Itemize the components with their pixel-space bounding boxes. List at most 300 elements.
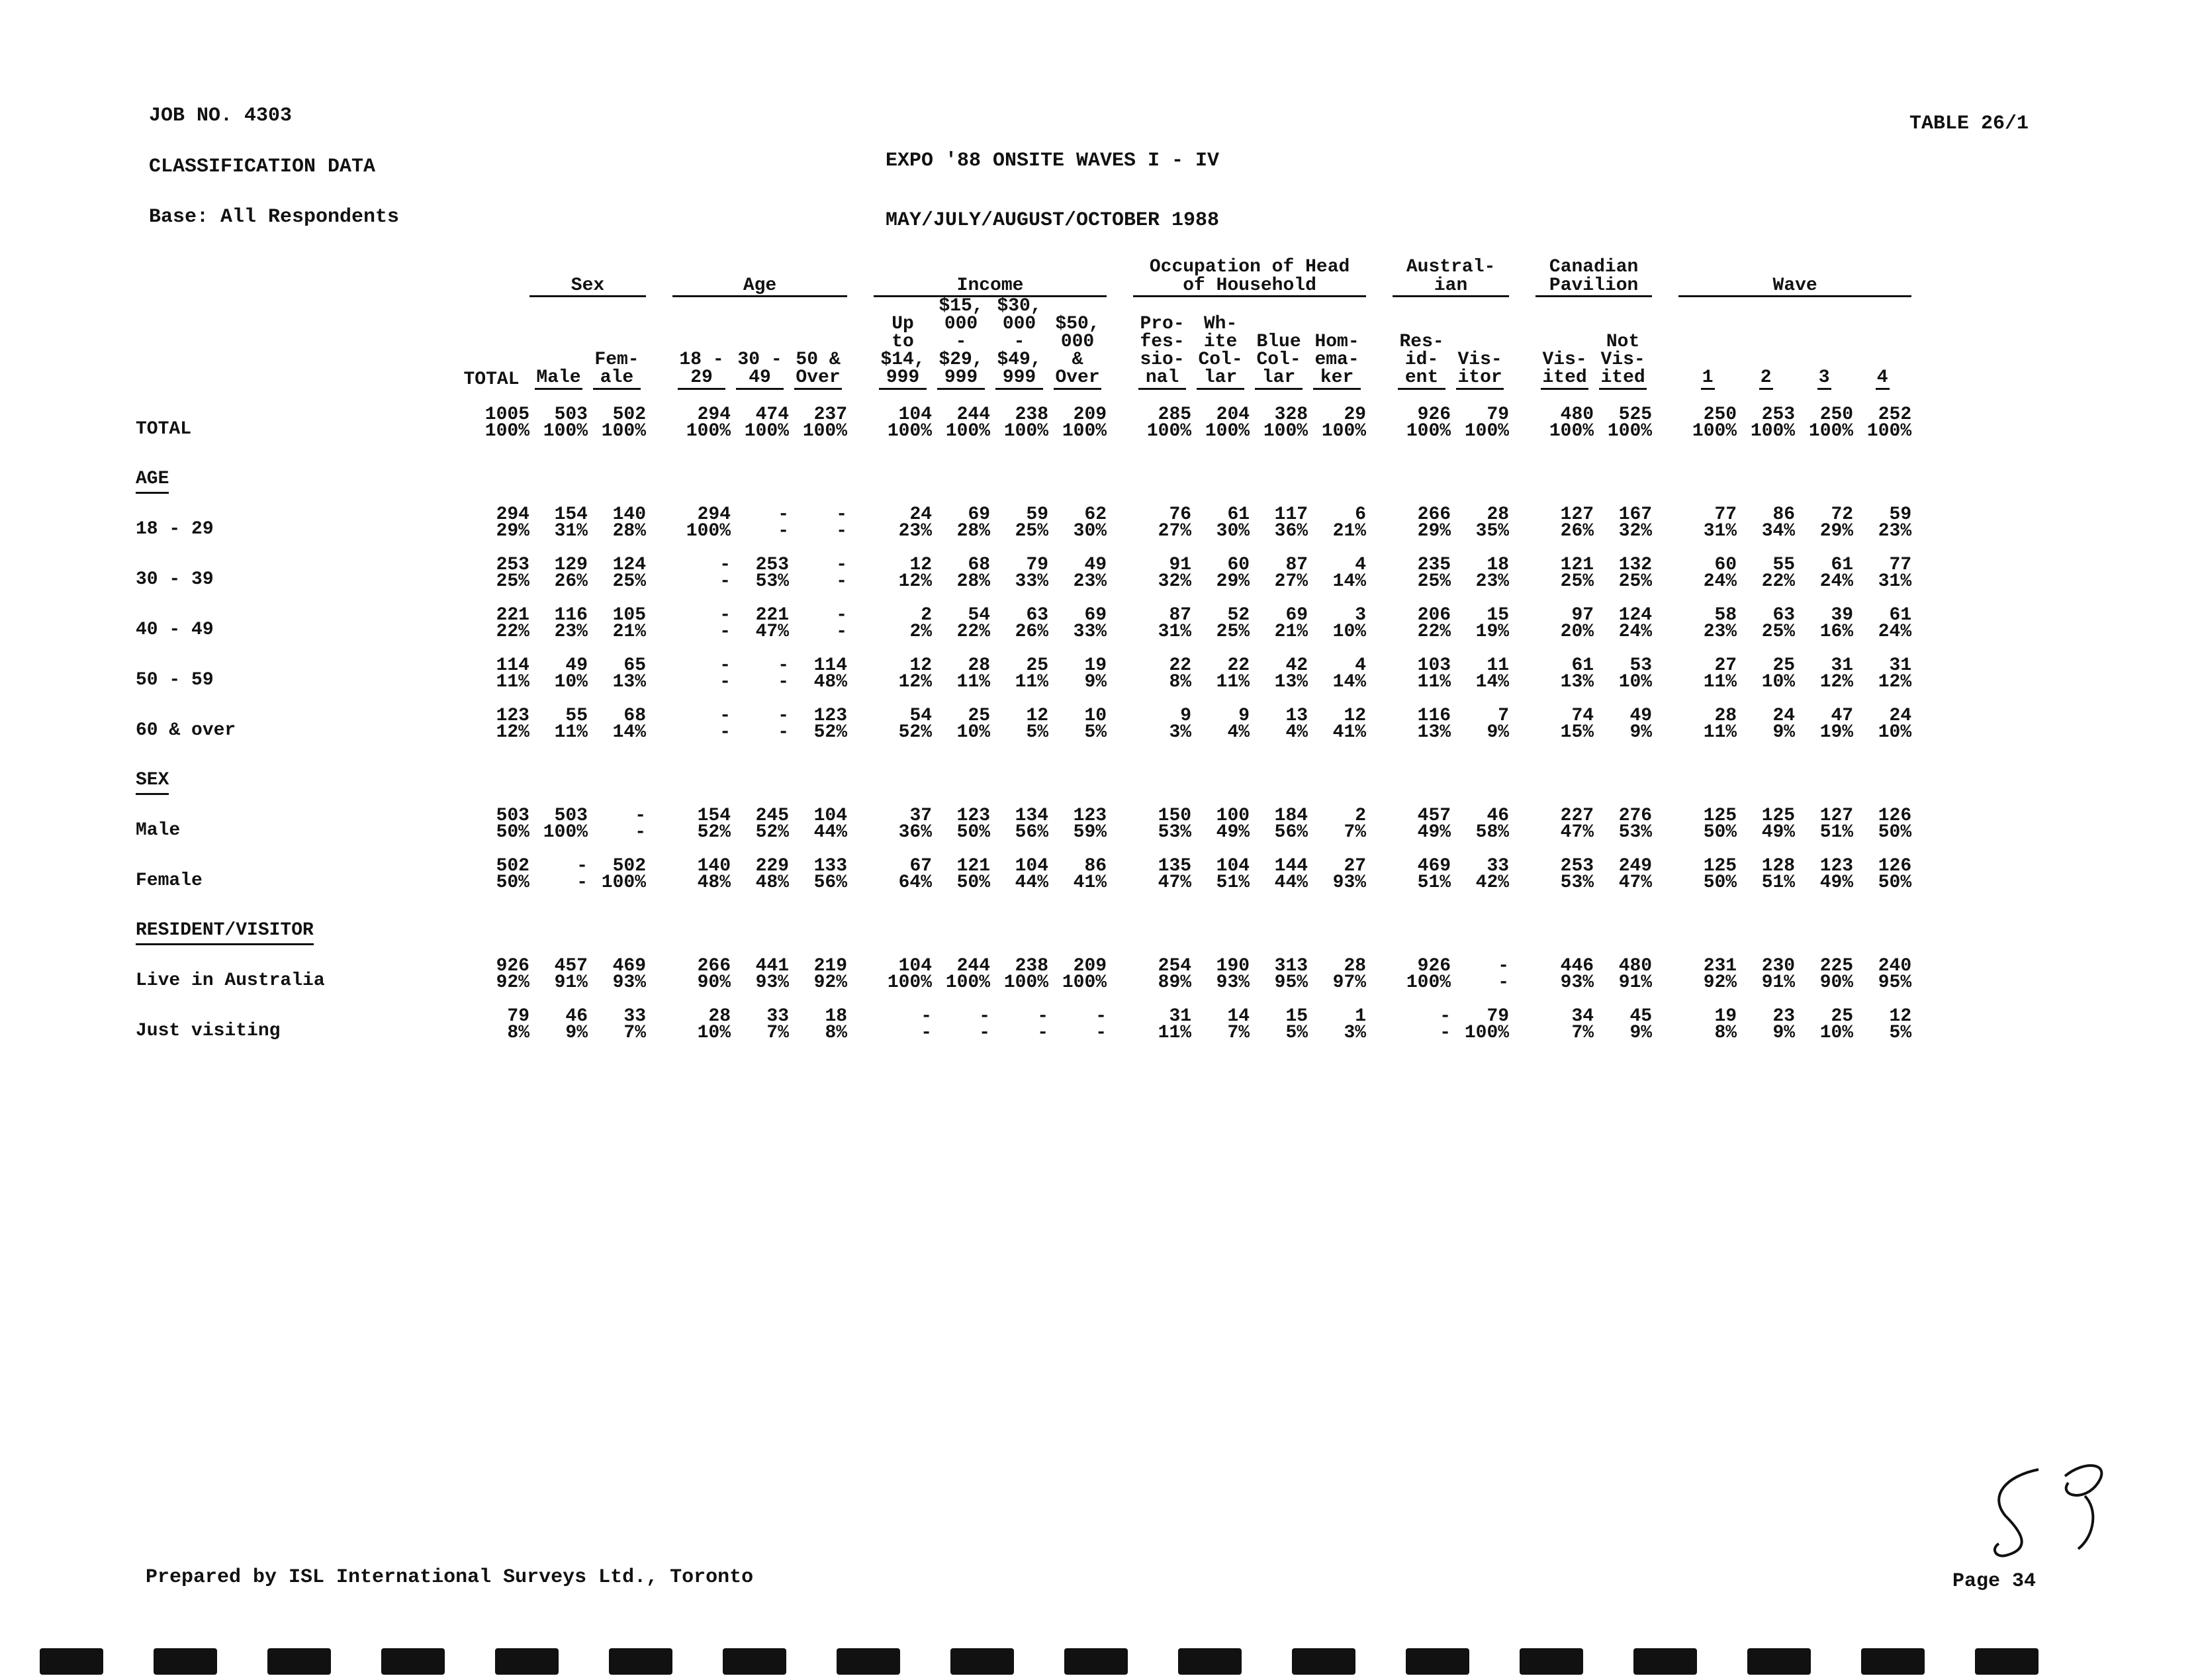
data-cell — [529, 991, 588, 1041]
cell-percent: 47% — [1618, 872, 1653, 893]
cell-percent: 51% — [1819, 822, 1854, 843]
column-header-label: Vis- itor — [1456, 351, 1503, 390]
data-cell — [1393, 690, 1451, 741]
data-cell — [1308, 941, 1366, 991]
cell-count: 15 — [1487, 605, 1510, 626]
cell-percent: 100% — [1549, 421, 1594, 442]
data-cell — [1191, 790, 1250, 841]
cell-count: 100 — [1216, 806, 1250, 826]
data-cell — [453, 841, 529, 891]
cell-count: 127 — [1560, 504, 1594, 525]
cell-count: 24 — [1772, 706, 1796, 726]
cell-count: 77 — [1714, 504, 1737, 525]
group-gap — [1366, 590, 1393, 640]
data-cell — [789, 390, 847, 440]
data-cell — [874, 640, 932, 690]
cell-percent: 53% — [1618, 822, 1653, 843]
cell-percent: 91% — [1618, 972, 1653, 993]
data-cell — [990, 489, 1048, 539]
group-gap — [646, 841, 672, 891]
column-header — [990, 297, 1048, 391]
report-title — [814, 111, 1291, 270]
column-header — [1393, 297, 1451, 391]
data-cell — [1250, 640, 1308, 690]
cell-percent: 31% — [554, 521, 588, 541]
cell-percent: 5% — [1889, 1023, 1912, 1043]
cell-count: 123 — [1819, 856, 1854, 876]
cell-percent: 26% — [1560, 521, 1594, 541]
cell-percent: 32% — [1158, 571, 1192, 592]
cell-count: 28 — [968, 655, 991, 676]
cell-count: 245 — [755, 806, 790, 826]
cell-percent: 56% — [1274, 822, 1308, 843]
group-header-label: Income — [956, 275, 1024, 296]
cell-percent: 100% — [1406, 972, 1451, 993]
punch-block — [723, 1648, 786, 1675]
cell-count: 133 — [813, 856, 848, 876]
punch-block — [609, 1648, 672, 1675]
cell-percent: 100% — [1406, 421, 1451, 442]
data-cell — [1594, 991, 1652, 1041]
cell-percent: 92% — [813, 972, 848, 993]
cell-percent: 50% — [956, 822, 991, 843]
data-cell — [588, 390, 646, 440]
cell-count: 19 — [1714, 1006, 1737, 1027]
cell-percent: 22% — [1761, 571, 1796, 592]
cell-percent: 100% — [1003, 972, 1049, 993]
section-row — [136, 390, 1911, 440]
cell-percent: 48% — [813, 672, 848, 692]
cell-count: 116 — [1417, 706, 1451, 726]
column-header-label: 3 — [1817, 369, 1831, 390]
group-gap — [1509, 489, 1535, 539]
group-gap — [1107, 690, 1133, 741]
data-cell — [789, 690, 847, 741]
data-cell — [1853, 991, 1911, 1041]
row-label: 40 - 49 — [136, 620, 214, 640]
cell-count: 1 — [1355, 1006, 1367, 1027]
data-cell — [990, 590, 1048, 640]
cell-percent: - — [719, 722, 731, 743]
cell-count: 104 — [1216, 856, 1250, 876]
data-cell — [1853, 941, 1911, 991]
cell-percent: 89% — [1158, 972, 1192, 993]
group-gap — [1366, 390, 1393, 440]
cell-percent: 10% — [1878, 722, 1912, 743]
total-column-header — [453, 297, 529, 391]
group-gap — [847, 841, 874, 891]
data-cell — [1535, 790, 1594, 841]
column-header-label: 2 — [1759, 369, 1773, 390]
punch-block — [1064, 1648, 1128, 1675]
section-title: CLASSIFICATION DATA — [149, 156, 376, 178]
cell-count: 79 — [1026, 555, 1049, 575]
group-gap — [646, 941, 672, 991]
cell-percent: 53% — [1560, 872, 1594, 893]
cell-percent: 58% — [1475, 822, 1510, 843]
data-cell — [1133, 489, 1191, 539]
data-cell — [1048, 941, 1107, 991]
group-gap — [1652, 690, 1678, 741]
cell-percent: 100% — [1866, 421, 1912, 442]
cell-count: 123 — [813, 706, 848, 726]
data-cell — [1308, 790, 1366, 841]
cell-percent: 4% — [1285, 722, 1308, 743]
group-gap — [1107, 790, 1133, 841]
group-header — [529, 258, 646, 297]
cell-percent: 52% — [813, 722, 848, 743]
group-gap — [1509, 297, 1535, 391]
cell-percent: 27% — [1274, 571, 1308, 592]
data-cell — [1853, 489, 1911, 539]
data-cell — [1737, 841, 1795, 891]
cell-count: 469 — [1417, 856, 1451, 876]
cell-count: 59 — [1889, 504, 1912, 525]
cell-percent: 23% — [1878, 521, 1912, 541]
stub-header — [136, 297, 453, 391]
table-row — [136, 790, 1911, 841]
column-header-label: 4 — [1876, 369, 1890, 390]
data-cell — [1737, 489, 1795, 539]
cell-count: 76 — [1169, 504, 1192, 525]
data-cell — [874, 790, 932, 841]
group-gap — [1366, 258, 1393, 297]
cell-count: 79 — [1487, 404, 1510, 425]
cell-count: - — [719, 555, 731, 575]
cell-count: 276 — [1618, 806, 1653, 826]
cell-percent: 27% — [1158, 521, 1192, 541]
cell-count: 42 — [1285, 655, 1308, 676]
data-cell — [1594, 790, 1652, 841]
cell-percent: 29% — [1819, 521, 1854, 541]
data-cell — [932, 841, 990, 891]
cell-percent: 49% — [1216, 822, 1250, 843]
cell-percent: - — [719, 571, 731, 592]
table-row — [136, 941, 1911, 991]
cell-percent: 56% — [1015, 822, 1049, 843]
cell-count: 33 — [766, 1006, 790, 1027]
cell-count: 926 — [496, 956, 529, 976]
cell-percent: 92% — [1703, 972, 1737, 993]
data-cell — [1451, 991, 1509, 1041]
data-cell — [1535, 640, 1594, 690]
cell-count: 114 — [496, 655, 529, 676]
cell-count: 4 — [1355, 555, 1367, 575]
cell-percent: 11% — [1158, 1023, 1192, 1043]
cell-count: 126 — [1878, 806, 1912, 826]
data-cell — [932, 790, 990, 841]
cell-percent: 52% — [697, 822, 731, 843]
group-gap — [847, 991, 874, 1041]
data-cell — [1535, 539, 1594, 590]
cell-percent: 14% — [1332, 672, 1367, 692]
cell-percent: 2% — [909, 622, 933, 642]
cell-count: 221 — [496, 605, 529, 626]
data-cell — [1133, 539, 1191, 590]
data-cell — [529, 941, 588, 991]
data-cell — [1133, 690, 1191, 741]
cell-percent: 47% — [1560, 822, 1594, 843]
data-cell — [1737, 640, 1795, 690]
data-cell — [990, 640, 1048, 690]
cell-percent: 50% — [1878, 822, 1912, 843]
group-gap — [1107, 539, 1133, 590]
data-cell — [1535, 390, 1594, 440]
job-number: JOB NO. 4303 — [149, 105, 293, 127]
cell-percent: 100% — [1205, 421, 1250, 442]
cell-count: 502 — [612, 856, 647, 876]
cell-percent: 100% — [744, 421, 790, 442]
table-row — [136, 640, 1911, 690]
cell-percent: 3% — [1344, 1023, 1367, 1043]
table-row — [136, 539, 1911, 590]
cell-percent: 100% — [1464, 1023, 1510, 1043]
cell-count: 184 — [1274, 806, 1308, 826]
data-cell — [789, 640, 847, 690]
cell-percent: 30% — [1073, 521, 1107, 541]
data-cell — [1594, 841, 1652, 891]
cell-count: 60 — [1227, 555, 1250, 575]
data-cell — [588, 489, 646, 539]
cell-count: 244 — [956, 956, 991, 976]
cell-count: 39 — [1831, 605, 1854, 626]
row-label: 50 - 59 — [136, 670, 214, 690]
cell-percent: 100% — [1750, 421, 1796, 442]
group-gap — [847, 690, 874, 741]
cell-percent: 93% — [1560, 972, 1594, 993]
data-cell — [1048, 640, 1107, 690]
cell-count: 103 — [1417, 655, 1451, 676]
cell-percent: 10% — [1761, 672, 1796, 692]
cell-count: - — [719, 655, 731, 676]
cell-count: 117 — [1274, 504, 1308, 525]
cell-count: 49 — [1629, 706, 1653, 726]
group-header-row — [136, 258, 1911, 297]
data-cell — [932, 539, 990, 590]
cell-count: 86 — [1772, 504, 1796, 525]
cell-count: 144 — [1274, 856, 1308, 876]
cell-count: 225 — [1819, 956, 1854, 976]
cell-count: 12 — [1026, 706, 1049, 726]
cell-count: 37 — [909, 806, 933, 826]
data-cell — [1048, 489, 1107, 539]
column-header-label: Male — [535, 369, 582, 390]
group-header — [1678, 258, 1911, 297]
data-cell — [1678, 640, 1737, 690]
data-cell — [789, 790, 847, 841]
cell-percent: 100% — [1003, 421, 1049, 442]
data-cell — [731, 390, 789, 440]
cell-count: 204 — [1216, 404, 1250, 425]
data-cell — [1795, 640, 1853, 690]
cell-percent: 100% — [543, 822, 588, 843]
data-cell — [1191, 690, 1250, 741]
cell-percent: 100% — [945, 972, 991, 993]
group-gap — [1107, 390, 1133, 440]
punch-block — [837, 1648, 900, 1675]
data-cell — [529, 640, 588, 690]
cell-count: 87 — [1285, 555, 1308, 575]
section-label — [136, 891, 453, 941]
cell-percent: 42% — [1475, 872, 1510, 893]
data-cell — [453, 991, 529, 1041]
cell-percent: 91% — [1761, 972, 1796, 993]
data-cell — [1678, 841, 1737, 891]
data-cell — [1737, 590, 1795, 640]
group-gap — [1509, 590, 1535, 640]
section-spacer — [453, 440, 1911, 489]
cell-count: - — [635, 806, 647, 826]
data-cell — [1191, 991, 1250, 1041]
handwritten-page-mark — [1986, 1456, 2118, 1575]
cell-percent: 95% — [1878, 972, 1912, 993]
section-label — [136, 741, 453, 790]
data-cell — [672, 941, 731, 991]
data-cell — [990, 790, 1048, 841]
cell-percent: 100% — [1321, 421, 1367, 442]
cell-count: 61 — [1889, 605, 1912, 626]
cell-percent: 100% — [887, 421, 933, 442]
cell-count: 129 — [554, 555, 588, 575]
column-header — [1678, 297, 1737, 391]
data-cell — [1048, 841, 1107, 891]
cell-percent: 100% — [1607, 421, 1653, 442]
data-cell — [1678, 690, 1737, 741]
cell-percent: 7% — [1344, 822, 1367, 843]
cell-count: 235 — [1417, 555, 1451, 575]
cell-count: 74 — [1571, 706, 1594, 726]
cell-percent: 50% — [1703, 822, 1737, 843]
cell-percent: - — [836, 622, 848, 642]
group-header-label: Occupation of Head — [1149, 257, 1350, 277]
cell-percent: 22% — [956, 622, 991, 642]
data-cell — [1308, 539, 1366, 590]
data-cell — [1393, 991, 1451, 1041]
row-label: Live in Australia — [136, 970, 325, 991]
data-cell — [1451, 841, 1509, 891]
cell-percent: 48% — [697, 872, 731, 893]
cell-percent: 14% — [1332, 571, 1367, 592]
cell-percent: - — [778, 722, 790, 743]
data-cell — [1853, 790, 1911, 841]
cell-percent: 53% — [1158, 822, 1192, 843]
group-gap — [646, 297, 672, 391]
data-cell — [1250, 991, 1308, 1041]
cell-percent: 25% — [1761, 622, 1796, 642]
data-cell — [932, 690, 990, 741]
table-row — [136, 489, 1911, 539]
group-gap — [1652, 790, 1678, 841]
data-cell — [1795, 489, 1853, 539]
cell-percent: 11% — [956, 672, 991, 692]
group-header — [1133, 258, 1366, 297]
cell-percent: - — [1440, 1023, 1451, 1043]
cell-percent: 100% — [1146, 421, 1192, 442]
data-cell — [588, 690, 646, 741]
cell-percent: - — [1037, 1023, 1049, 1043]
data-cell — [1048, 590, 1107, 640]
cell-percent: 23% — [1475, 571, 1510, 592]
cell-count: 53 — [1629, 655, 1653, 676]
cell-count: 503 — [496, 806, 529, 826]
data-cell — [1594, 941, 1652, 991]
data-cell — [1737, 690, 1795, 741]
data-cell — [529, 790, 588, 841]
data-cell — [1250, 539, 1308, 590]
cell-percent: 33% — [1015, 571, 1049, 592]
cell-count: 28 — [708, 1006, 731, 1027]
group-header-label: Austral- — [1406, 257, 1496, 277]
cell-count: 116 — [554, 605, 588, 626]
report-title-line2: MAY/JULY/AUGUST/OCTOBER 1988 — [885, 209, 1220, 232]
group-gap — [1366, 941, 1393, 991]
cell-count: 14 — [1227, 1006, 1250, 1027]
data-cell — [453, 590, 529, 640]
cell-percent: - — [778, 672, 790, 692]
column-header-label: $50, 000 & Over — [1054, 315, 1101, 390]
cell-percent: 95% — [1274, 972, 1308, 993]
group-gap — [1509, 690, 1535, 741]
column-header — [1795, 297, 1853, 391]
cell-count: 253 — [1560, 856, 1594, 876]
data-cell — [1678, 790, 1737, 841]
punch-block — [1747, 1648, 1811, 1675]
group-gap — [1509, 258, 1535, 297]
data-cell — [932, 390, 990, 440]
cell-count: 97 — [1571, 605, 1594, 626]
cell-count: - — [1037, 1006, 1049, 1027]
cell-percent: 50% — [496, 872, 529, 893]
data-cell — [1853, 590, 1911, 640]
cell-percent: 9% — [1487, 722, 1510, 743]
cell-percent: 100% — [1808, 421, 1854, 442]
data-cell — [874, 841, 932, 891]
cell-percent: 48% — [755, 872, 790, 893]
cell-percent: 11% — [554, 722, 588, 743]
cell-percent: 7% — [623, 1023, 647, 1043]
cell-count: 219 — [813, 956, 848, 976]
cell-count: 502 — [496, 856, 529, 876]
cell-count: 12 — [909, 555, 933, 575]
cell-count: 7 — [1498, 706, 1510, 726]
section-spacer — [453, 741, 1911, 790]
cell-count: 3 — [1355, 605, 1367, 626]
section-label-text: AGE — [136, 469, 169, 494]
data-cell — [874, 390, 932, 440]
data-cell — [529, 489, 588, 539]
cell-count: 4 — [1355, 655, 1367, 676]
data-cell — [1451, 790, 1509, 841]
column-header-label: Wh- ite Col- lar — [1197, 315, 1244, 390]
cell-count: 229 — [755, 856, 790, 876]
cell-percent: 10% — [1332, 622, 1367, 642]
data-cell — [789, 489, 847, 539]
data-cell — [932, 640, 990, 690]
cell-count: - — [921, 1006, 933, 1027]
page-number: Page 34 — [1952, 1570, 2037, 1593]
column-header — [1737, 297, 1795, 391]
data-cell — [1795, 941, 1853, 991]
data-cell — [990, 539, 1048, 590]
data-cell — [990, 390, 1048, 440]
cell-count: 61 — [1571, 655, 1594, 676]
data-cell — [1133, 941, 1191, 991]
group-gap — [646, 590, 672, 640]
cell-count: 238 — [1015, 404, 1049, 425]
data-cell — [453, 390, 529, 440]
data-cell — [529, 390, 588, 440]
cell-count: 27 — [1714, 655, 1737, 676]
